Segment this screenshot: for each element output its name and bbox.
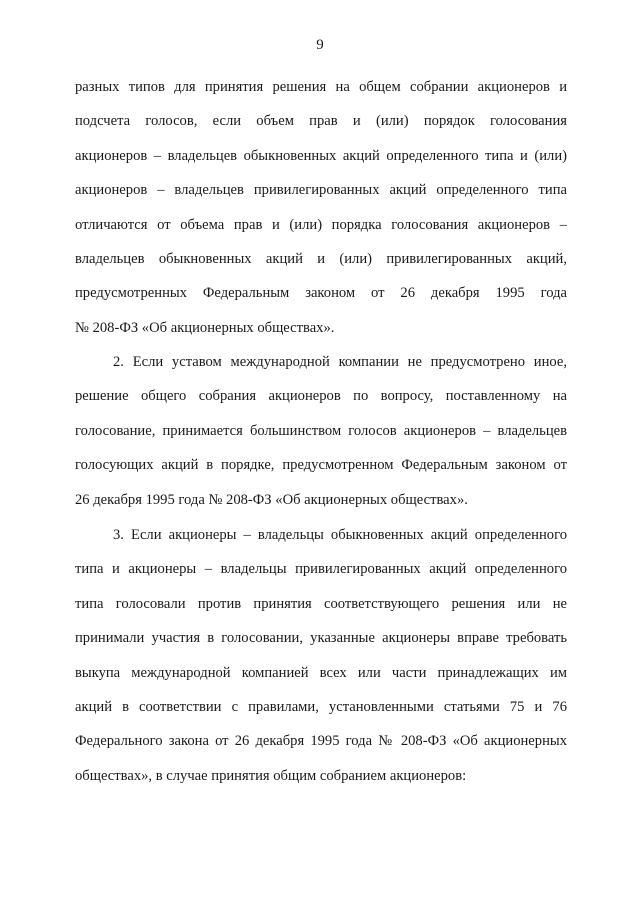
text-line: решение общего собрания акционеров по вопросу, поставленному на xyxy=(75,388,567,405)
text-line: голосующих акций в порядке, предусмотренном Федеральным законом от xyxy=(75,457,567,474)
text-line: акций в соответствии с правилами, установленными статьями 75 и 76 xyxy=(75,698,567,715)
text-line: подсчета голосов, если объем прав и (или) порядок голосования xyxy=(75,113,567,130)
paragraph-clause-3 xyxy=(75,518,567,793)
text-line: № 208-ФЗ «Об акционерных обществах». xyxy=(75,319,335,336)
text-line: Федерального закона от 26 декабря 1995 года № 208-ФЗ «Об акционерных xyxy=(75,733,567,750)
text-line: разных типов для принятия решения на общем собрании акционеров и xyxy=(75,79,567,95)
text-line: 3. Если акционеры – владельцы обыкновенных акций определенного xyxy=(113,527,567,543)
text-line: принимали участия в голосовании, указанные акционеры вправе требовать xyxy=(75,630,567,647)
text-line: предусмотренных Федеральным законом от 26 декабря 1995 года xyxy=(75,285,567,302)
text-line: отличаются от объема прав и (или) порядка голосования акционеров – xyxy=(75,216,567,233)
text-line: обществах», в случае принятия общим собранием акционеров: xyxy=(75,767,467,784)
text-line: типа голосовали против принятия соответствующего решения или не xyxy=(75,595,567,612)
text-line: голосование, принимается большинством голосов акционеров – владельцев xyxy=(75,422,567,439)
text-line: 2. Если уставом международной компании не предусмотрено иное, xyxy=(113,354,567,370)
paragraph-continuation xyxy=(75,70,567,345)
text-line: выкупа международной компанией всех или части принадлежащих им xyxy=(75,664,567,681)
text-line: типа и акционеры – владельцы привилегированных акций определенного xyxy=(75,561,567,578)
paragraph-clause-2 xyxy=(75,345,567,517)
text-line: 26 декабря 1995 года № 208-ФЗ «Об акционерных обществах». xyxy=(75,491,468,508)
page-number: 9 xyxy=(316,37,324,53)
text-line: акционеров – владельцев привилегированных акций определенного типа xyxy=(75,182,567,199)
text-line: акционеров – владельцев обыкновенных акций определенного типа и (или) xyxy=(75,147,567,164)
text-line: владельцев обыкновенных акций и (или) привилегированных акций, xyxy=(75,250,567,267)
